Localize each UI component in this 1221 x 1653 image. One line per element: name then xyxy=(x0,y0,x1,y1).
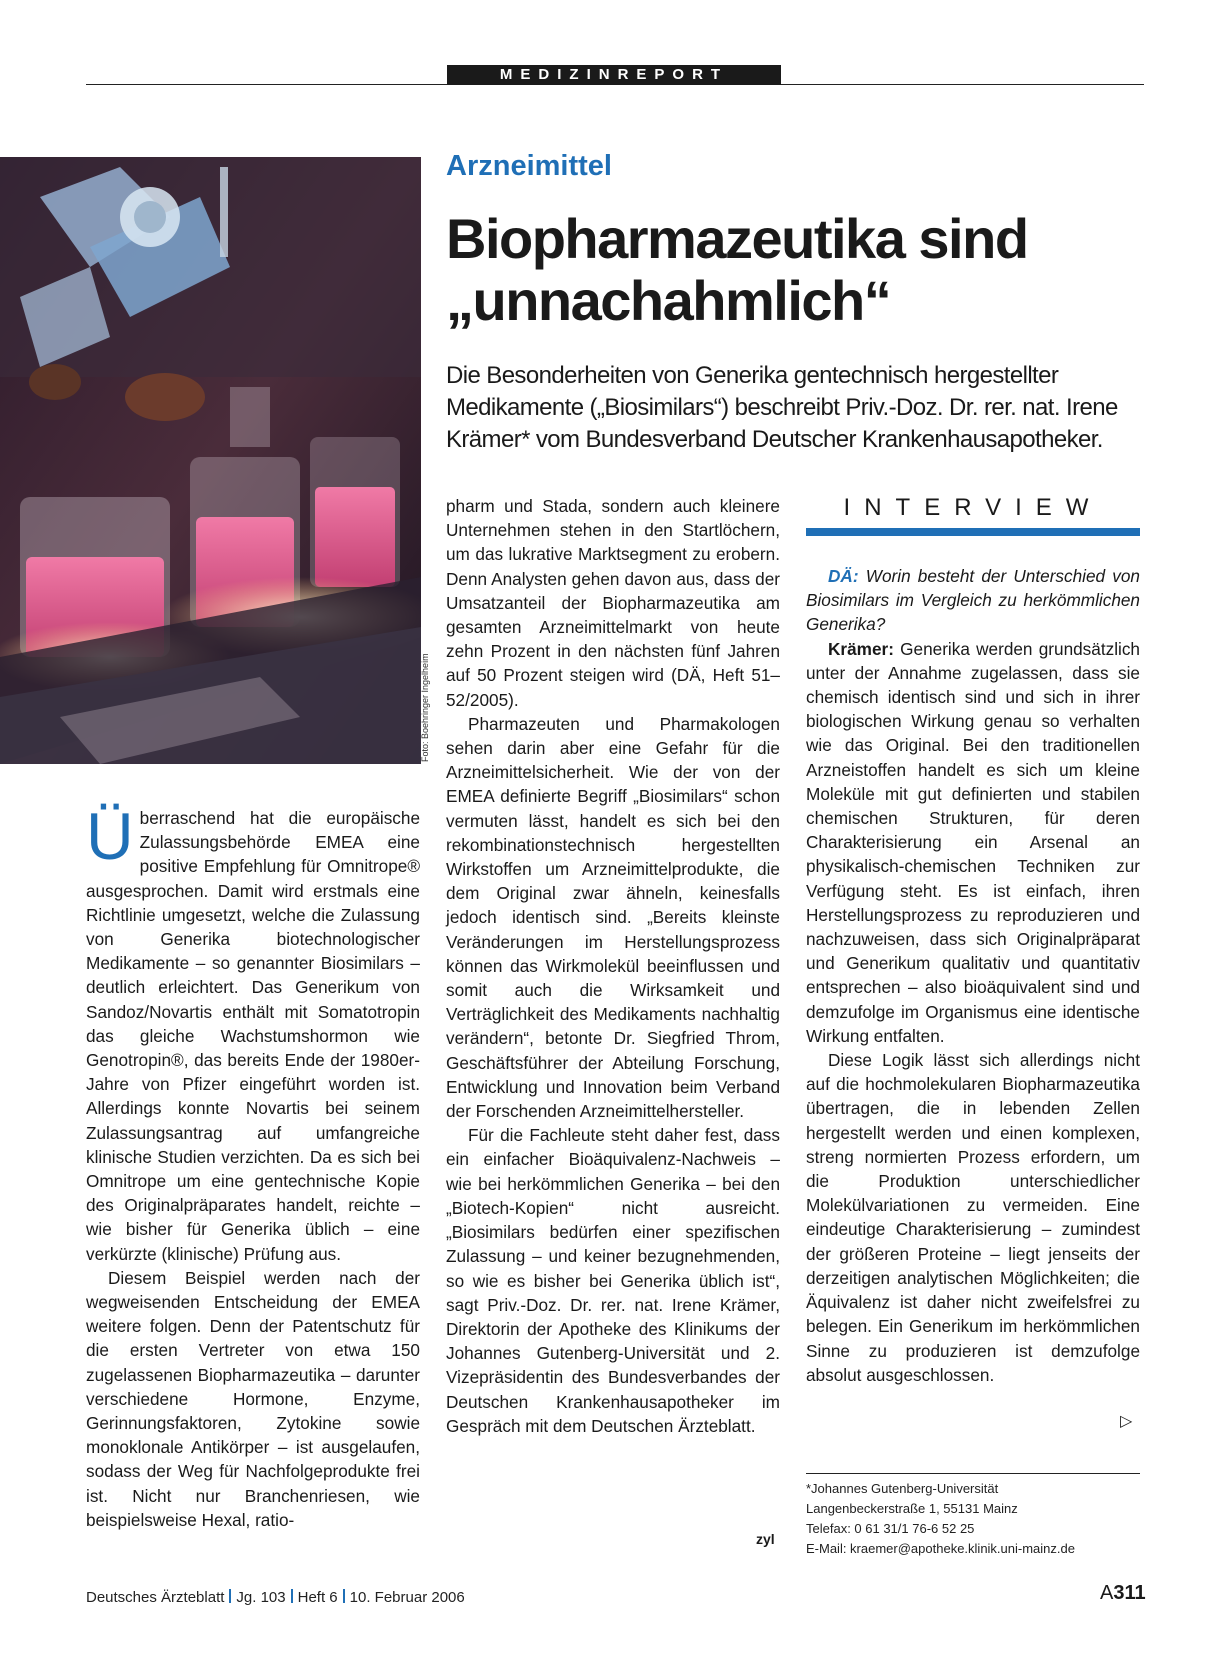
continue-arrow-icon: ▷ xyxy=(1120,1413,1133,1430)
lab-photo xyxy=(0,157,421,764)
article-kicker: Arzneimittel xyxy=(446,150,612,182)
answer: Krämer: Generika werden grundsätzlich unter der Annahme zugelassen, dass sie chemisch identisch sind und sich in ihrer biologischen Wirkung genau so verhalten wie das Original. Bei den traditionellen Arzneistoffen handelt es sich um kleine Moleküle mit gut definierten und stabilen chemischen Strukturen, für deren Charakterisierung ein Arsenal an physikalisch-chemischen Techniken zur Verfügung steht. Es ist einfach, ihren Herstellungsprozess zu reproduzieren und nachzuweisen, dass sich Originalpräparat und Generikum qualitativ und quantitativ entsprechen – also bioäquivalent sind und demzufolge im Organismus eine identische Wirkung entfalten. xyxy=(806,638,1140,1046)
photo-credit: Foto: Boehringer Ingelheim xyxy=(420,653,430,762)
lab-flasks-image xyxy=(0,157,421,764)
article-lead: Die Besonderheiten von Generika gentechnisch hergestellter Medikamente („Biosimilars“) beschreibt Priv.-Doz. Dr. rer. nat. Irene Krämer* vom Bundesverband Deutscher Krankenhausapotheker. xyxy=(446,362,1118,453)
author-signature: zyl xyxy=(756,1531,775,1547)
article-title: Biopharmazeutika sind „unnachahmlich“ xyxy=(446,207,1028,332)
paragraph: pharm und Stada, sondern auch kleinere Unternehmen stehen in den Startlöchern, um das lukrative Marktsegment zu erobern. Denn Analysten gehen davon aus, dass der Umsatzanteil der Biopharmazeutika am gesamten Arzneimittelmarkt von heute zehn Prozent in den nächsten fünf Jahren auf 50 Prozent steigen wird (DÄ, Heft 51–52/2005). xyxy=(446,496,780,710)
footnote-rule xyxy=(806,1473,1140,1474)
article-column-2 xyxy=(446,494,780,1438)
page-number: A311 xyxy=(1100,1582,1146,1604)
paragraph: Für die Fachleute steht daher fest, dass ein einfacher Bioäquivalenz-Nachweis – wie bei herkömmlichen Generika – bei den „Biotech-Kopien“ nicht ausreicht. „Biosimilars bedürfen einer spezifischen Zulassung – und keiner bezugnehmenden, so wie es bisher bei Generika üblich ist“, sagt Priv.-Doz. Dr. rer. nat. Irene Krämer, Direktorin der Apotheke des Klinikums der Johannes Gutenberg-Universität und 2. Vizepräsidentin des Bundesverbandes der Deutschen Krankenhausapotheker im Gespräch mit dem Deutschen Ärzteblatt. xyxy=(446,1125,780,1436)
section-label: MEDIZINREPORT xyxy=(447,65,781,85)
journal-footer: Deutsches Ärzteblatt Jg. 103 Heft 6 10. Februar 2006 xyxy=(86,1589,465,1606)
paragraph: Pharmazeuten und Pharmakologen sehen darin aber eine Gefahr für die Arzneimittelsicherheit. Wie der von der EMEA definierte Begriff „Biosimilars“ schon vermuten lässt, handelt es sich bei den rekombinationstechnisch hergestellten Wirkstoffen um Arzneimittelprodukte, die dem Original zwar ähneln, keinesfalls jedoch identisch sind. „Bereits kleinste Veränderungen im Herstellungsprozess können das Wirkmolekül beeinflussen und somit auch die Wirksamkeit und Verträglichkeit des Medikaments nachhaltig verändern“, betonte Dr. Siegfried Throm, Geschäftsführer der Abteilung Forschung, Entwicklung und Innovation beim Verband der Forschenden Arzneimittelhersteller. xyxy=(446,713,780,1122)
drop-cap: Ü xyxy=(86,799,134,873)
author-footnote: *Johannes Gutenberg-Universität Langenbeckerstraße 1, 55131 Mainz Telefax: 0 61 31/1 76-6 52 25 E-Mail: kraemer@apotheke.klinik.uni-mainz.de xyxy=(806,1481,1075,1556)
paragraph: Diesem Beispiel werden nach der wegweisenden Entscheidung der EMEA weitere folgen. Denn der Patentschutz für die ersten Vertreter von etwa 150 zugelassenen Biopharmazeutika – darunter verschiedene Hormone, Enzyme, Gerinnungsfaktoren, Zytokine sowie monoklonale Antikörper – ist ausgelaufen, sodass der Weg für Nachfolgeprodukte frei ist. Nicht nur Branchenriesen, wie beispielsweise Hexal, ratio- xyxy=(86,1267,420,1530)
interview-heading: INTERVIEW xyxy=(843,494,1103,521)
interview-column xyxy=(806,564,1140,1387)
article-column-1 xyxy=(86,799,420,1532)
interview-rule xyxy=(806,528,1140,536)
answer-continued: Diese Logik lässt sich allerdings nicht auf die hochmolekularen Biopharmazeutika übertragen, die in lebenden Zellen hergestellt werden und einen komplexen, streng normierten Prozess erfordern, um die Produktion unterschiedlicher Molekülvariationen zu vermeiden. Eine eindeutige Charakterisierung – zumindest der größeren Proteine – liegt jenseits der derzeitigen analytischen Möglichkeiten; die Äquivalenz ist daher nicht zweifelsfrei zu belegen. Ein Generikum im herkömmlichen Sinne zu produzieren ist demzufolge absolut ausgeschlossen. xyxy=(806,1050,1140,1385)
paragraph: Überraschend hat die europäische Zulassungsbehörde EMEA eine positive Empfehlung für Omnitrope® ausgesprochen. Damit wird erstmals eine Richtlinie umgesetzt, welche die Zulassung von Generika biotechnologischer Medikamente – so genannter Biosimilars – deutlich erleichtert. Das Generikum von Sandoz/Novartis enthält mit Somatotropin das gleiche Wachstumshormon wie Genotropin®, das bereits Ende der 1980er-Jahre von Pfizer eingeführt worden ist. Allerdings konnte Novartis bei seinem Zulassungsantrag auf umfangreiche klinische Studien verzichten. Da es sich bei Omnitrope um eine gentechnische Kopie des Originalpräparates handelt, reichte – wie bisher für Generika üblich – eine verkürzte (klinische) Prüfung aus. xyxy=(86,799,420,1264)
question: DÄ: Worin besteht der Unterschied von Biosimilars im Vergleich zu herkömmlichen Generika? xyxy=(806,566,1140,635)
